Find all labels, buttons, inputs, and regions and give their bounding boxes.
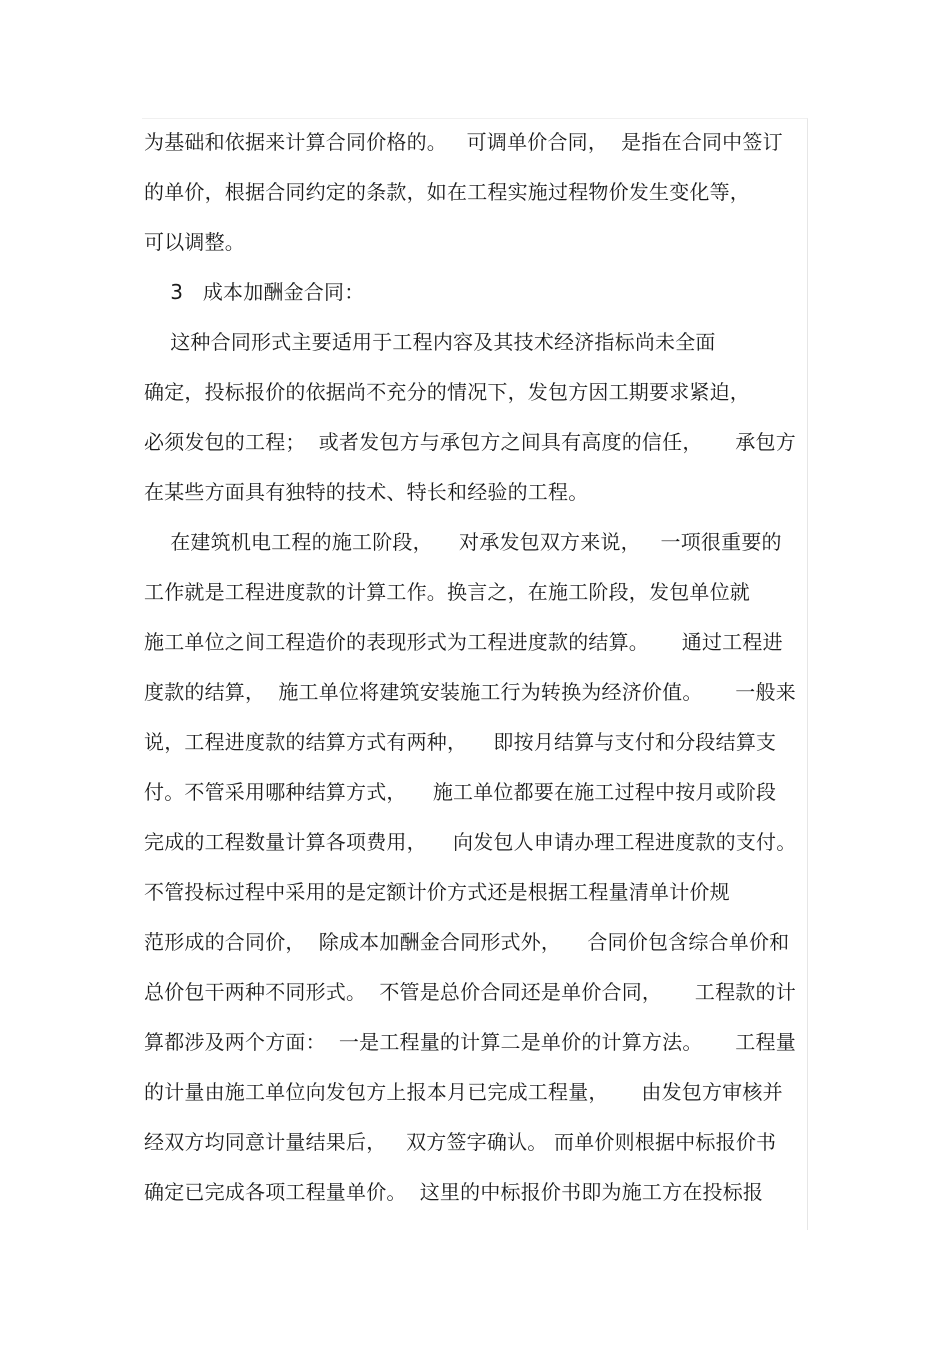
text-line: 工作就是工程进度款的计算工作。换言之，在施工阶段，发包单位就 [144,580,750,604]
text-line: 可以调整。 [144,230,245,254]
text-line: 算都涉及两个方面： 一是工程量的计算二是单价的计算方法。 工程量 [144,1030,796,1054]
text-line: 施工单位之间工程造价的表现形式为工程进度款的结算。 通过工程进 [144,630,783,654]
text-line: 不管投标过程中采用的是定额计价方式还是根据工程量清单计价规 [144,880,730,904]
text-line: 确定已完成各项工程量单价。 这里的中标报价书即为施工方在投标报 [144,1180,764,1204]
text-line: 的计量由施工单位向发包方上报本月已完成工程量， 由发包方审核并 [144,1080,783,1104]
text-line: 付。不管采用哪种结算方式， 施工单位都要在施工过程中按月或阶段 [144,780,777,804]
text-line: 在某些方面具有独特的技术、特长和经验的工程。 [144,480,589,504]
section-heading: 3 成本加酬金合同： [144,280,365,304]
text-line: 这种合同形式主要适用于工程内容及其技术经济指标尚未全面 [144,330,716,354]
text-line: 确定，投标报价的依据尚不充分的情况下，发包方因工期要求紧迫， [144,380,750,404]
text-line: 度款的结算， 施工单位将建筑安装施工行为转换为经济价值。 一般来 [144,680,796,704]
text-line: 经双方均同意计量结果后， 双方签字确认。 而单价则根据中标报价书 [144,1130,777,1154]
document-body [144,117,814,1217]
text-line: 在建筑机电工程的施工阶段， 对承发包双方来说， 一项很重要的 [144,530,782,554]
text-line: 的单价，根据合同约定的条款，如在工程实施过程物价发生变化等， [144,180,750,204]
text-line: 必须发包的工程； 或者发包方与承包方之间具有高度的信任， 承包方 [144,430,796,454]
text-line: 说，工程进度款的结算方式有两种， 即按月结算与支付和分段结算支 [144,730,777,754]
text-line: 总价包干两种不同形式。 不管是总价合同还是单价合同， 工程款的计 [144,980,796,1004]
text-line: 为基础和依据来计算合同价格的。 可调单价合同， 是指在合同中签订 [144,130,783,154]
text-line: 完成的工程数量计算各项费用， 向发包人申请办理工程进度款的支付。 [144,830,797,854]
text-line: 范形成的合同价， 除成本加酬金合同形式外， 合同价包含综合单价和 [144,930,790,954]
